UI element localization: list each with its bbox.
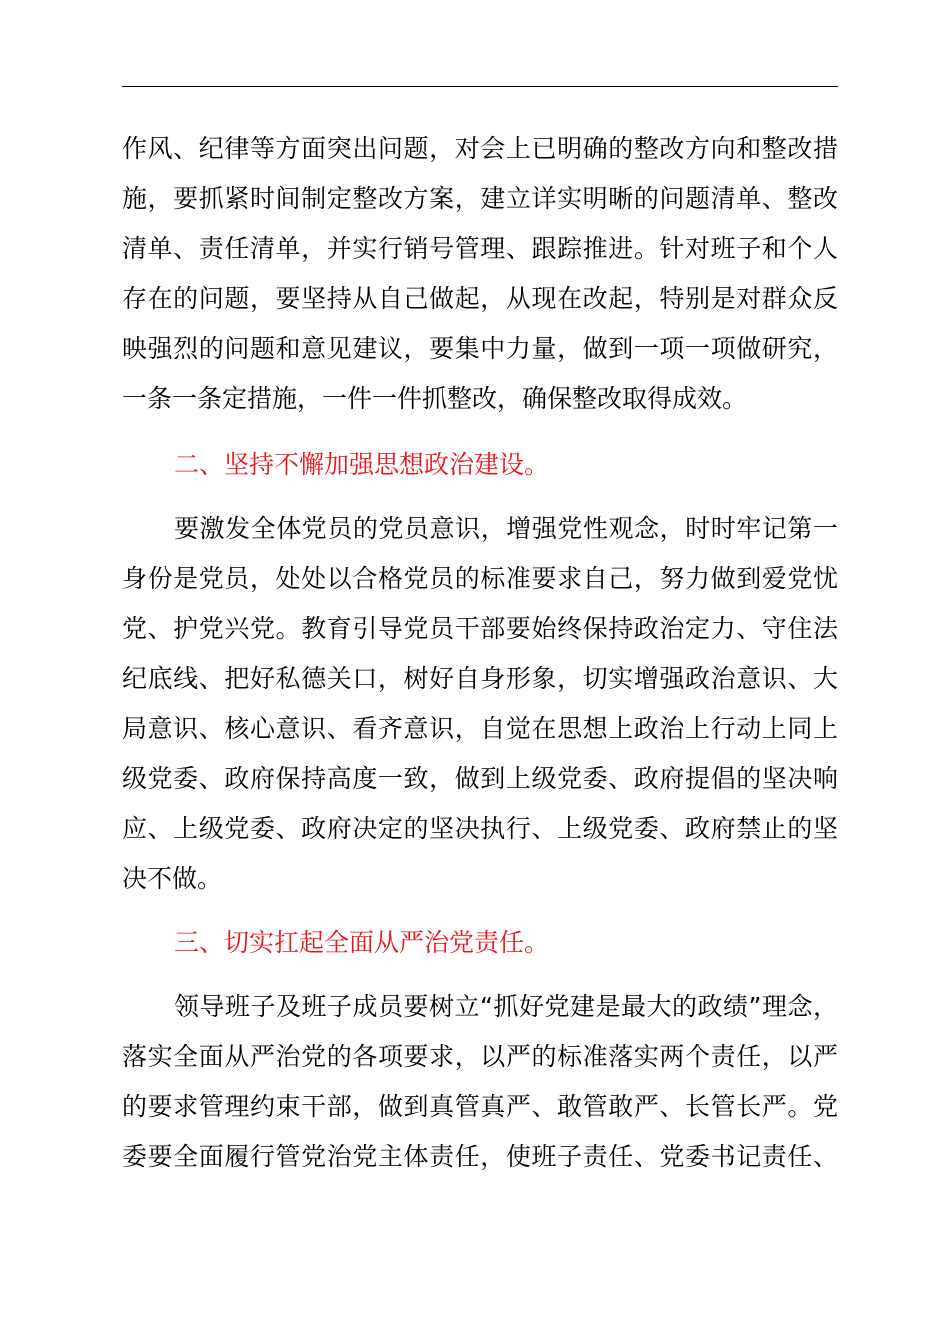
- section-heading-2: 二、坚持不懈加强思想政治建设。: [174, 450, 550, 479]
- header-rule: [122, 86, 838, 87]
- paragraph-line: 作风、纪律等方面突出问题，对会上已明确的整改方向和整改措: [122, 134, 838, 163]
- paragraph-line: 映强烈的问题和意见建议，要集中力量，做到一项一项做研究，: [122, 334, 838, 363]
- paragraph-line: 委要全面履行管党治党主体责任，使班子责任、党委书记责任、: [122, 1142, 838, 1171]
- paragraph-2: [122, 504, 838, 904]
- paragraph-3: [122, 982, 838, 1182]
- paragraph-1: [122, 124, 838, 424]
- paragraph-line: 的要求管理约束干部，做到真管真严、敢管敢严、长管长严。党: [122, 1092, 838, 1121]
- paragraph-line: 落实全面从严治党的各项要求，以严的标准落实两个责任，以严: [122, 1042, 838, 1071]
- paragraph-line: 纪底线、把好私德关口，树好自身形象，切实增强政治意识、大: [122, 664, 838, 693]
- paragraph-line: 清单、责任清单，并实行销号管理、跟踪推进。针对班子和个人: [122, 234, 838, 263]
- paragraph-line: 要激发全体党员的党员意识，增强党性观念，时时牢记第一: [174, 514, 838, 543]
- paragraph-line: 施，要抓紧时间制定整改方案，建立详实明晰的问题清单、整改: [122, 184, 838, 213]
- paragraph-line: 决不做。: [122, 864, 223, 893]
- paragraph-line: 存在的问题，要坚持从自己做起，从现在改起，特别是对群众反: [122, 284, 838, 313]
- paragraph-line: 党、护党兴党。教育引导党员干部要始终保持政治定力、守住法: [122, 614, 838, 643]
- paragraph-line: 领导班子及班子成员要树立“抓好党建是最大的政绩”理念，: [174, 992, 838, 1021]
- paragraph-line: 应、上级党委、政府决定的坚决执行、上级党委、政府禁止的坚: [122, 814, 838, 843]
- paragraph-line: 身份是党员，处处以合格党员的标准要求自己，努力做到爱党忧: [122, 564, 838, 593]
- paragraph-line: 局意识、核心意识、看齐意识，自觉在思想上政治上行动上同上: [122, 714, 838, 743]
- paragraph-line: 级党委、政府保持高度一致，做到上级党委、政府提倡的坚决响: [122, 764, 838, 793]
- section-heading-3: 三、切实扛起全面从严治党责任。: [174, 928, 550, 957]
- paragraph-line: 一条一条定措施，一件一件抓整改，确保整改取得成效。: [122, 384, 748, 413]
